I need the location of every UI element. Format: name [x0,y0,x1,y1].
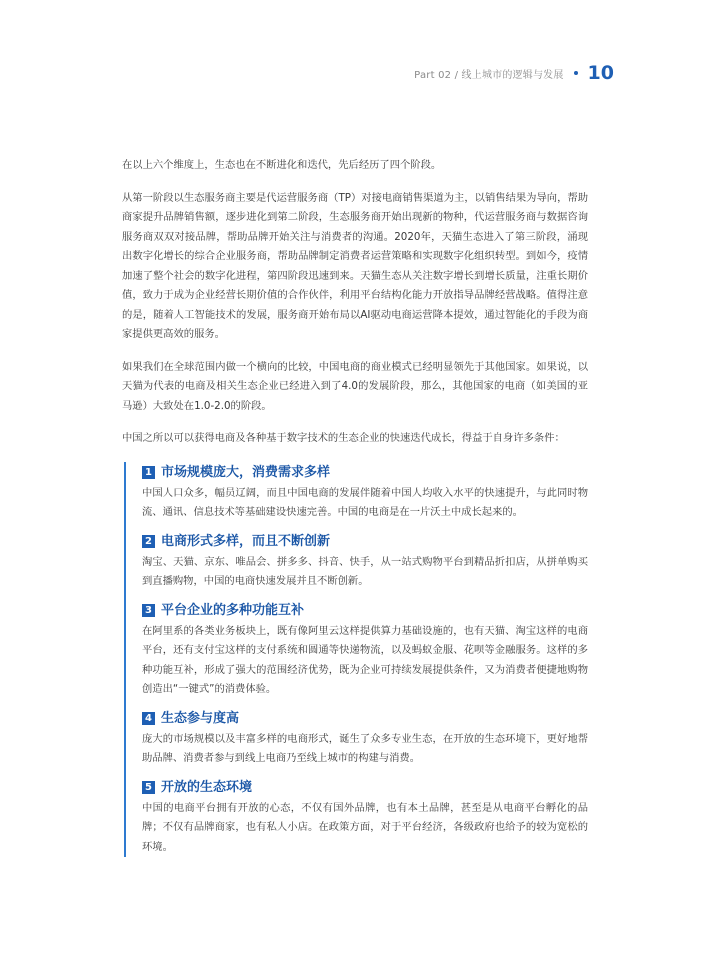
item-title: 市场规模庞大，消费需求多样 [161,464,331,480]
item-title: 生态参与度高 [161,710,240,726]
section-title: Part 02 / 线上城市的逻辑与发展 [414,69,564,81]
separator-dot [574,71,578,75]
number-badge: 2 [142,535,155,548]
paragraph-stages: 从第一阶段以生态服务商主要是代运营服务商（TP）对接电商销售渠道为主，以销售结果为导向，帮助商家提升品牌销售额，逐步进化到第二阶段，生态服务商开始出现新的物种，代运营服务商与数据咨询服务商双双对接品牌，帮助品牌开始关注与消费者的沟通。2020年，天猫生态进入了第三阶段，涌现出数字化增长的综合企业服务商，帮助品牌制定消费者运营策略和实现数字化组织转型。到如今，疫情加速了整个社会的数字化进程，第四阶段迅速到来。天猫生态从关注数字增长到增长质量，注重长期价值，致力于成为企业经营长期价值的合作伙伴，利用平台结构化能力开放指导品牌经营战略。值得注意的是，随着人工智能技术的发展，服务商开始布局以AI驱动电商运营降本提效，通过智能化的手段为商家提供更高效的服务。 [122,191,588,340]
item-body: 庞大的市场规模以及丰富多样的电商形式，诞生了众多专业生态，在开放的生态环境下，更好地帮助品牌、消费者参与到线上电商乃至线上城市的构建与消费。 [142,732,588,764]
page-number: 10 [587,62,614,84]
list-item [142,708,588,769]
item-body: 在阿里系的各类业务板块上，既有像阿里云这样提供算力基础设施的，也有天猫、淘宝这样的电商平台，还有支付宝这样的支付系统和圆通等快递物流，以及蚂蚁金服、花呗等金融服务。这样的多种功能互补，形成了强大的范围经济优势，既为企业可持续发展提供条件，又为消费者便捷地购物创造出“一键式”的消费体验。 [142,624,588,695]
item-body: 中国的电商平台拥有开放的心态，不仅有国外品牌，也有本土品牌，甚至是从电商平台孵化的品牌；不仅有品牌商家，也有私人小店。在政策方面，对于平台经济，各级政府也给予的较为宽松的环境。 [142,801,588,853]
item-heading [142,462,588,484]
item-title: 开放的生态环境 [161,779,253,795]
item-heading [142,531,588,553]
item-body: 中国人口众多，幅员辽阔，而且中国电商的发展伴随着中国人均收入水平的快速提升，与此同时物流、通讯、信息技术等基础建设快速完善。中国的电商是在一片沃土中成长起来的。 [142,486,588,518]
page-header [414,62,614,84]
number-badge: 5 [142,781,155,794]
item-heading [142,777,588,799]
list-item [142,600,588,700]
item-body: 淘宝、天猫、京东、唯品会、拼多多、抖音、快手，从一站式购物平台到精品折扣店，从拼单购买到直播购物，中国的电商快速发展并且不断创新。 [142,555,588,587]
item-title: 平台企业的多种功能互补 [161,602,305,618]
item-heading [142,708,588,730]
paragraph-intro: 在以上六个维度上，生态也在不断进化和迭代，先后经历了四个阶段。 [122,159,442,171]
item-heading [142,600,588,622]
item-title: 电商形式多样，而且不断创新 [161,533,331,549]
number-badge: 3 [142,604,155,617]
paragraph-conditions: 中国之所以可以获得电商及各种基于数字技术的生态企业的快速迭代成长，得益于自身许多条件： [122,432,565,444]
paragraph-comparison: 如果我们在全球范围内做一个横向的比较，中国电商的商业模式已经明显领先于其他国家。如果说，以天猫为代表的电商及相关生态企业已经进入到了4.0的发展阶段，那么，其他国家的电商（如美国的亚马逊）大致处在1.0-2.0的阶段。 [122,360,588,412]
main-content [122,156,588,865]
number-badge: 4 [142,712,155,725]
number-badge: 1 [142,466,155,479]
list-item [142,777,588,858]
list-item [142,531,588,592]
list-item [142,462,588,523]
conditions-list [124,462,588,858]
